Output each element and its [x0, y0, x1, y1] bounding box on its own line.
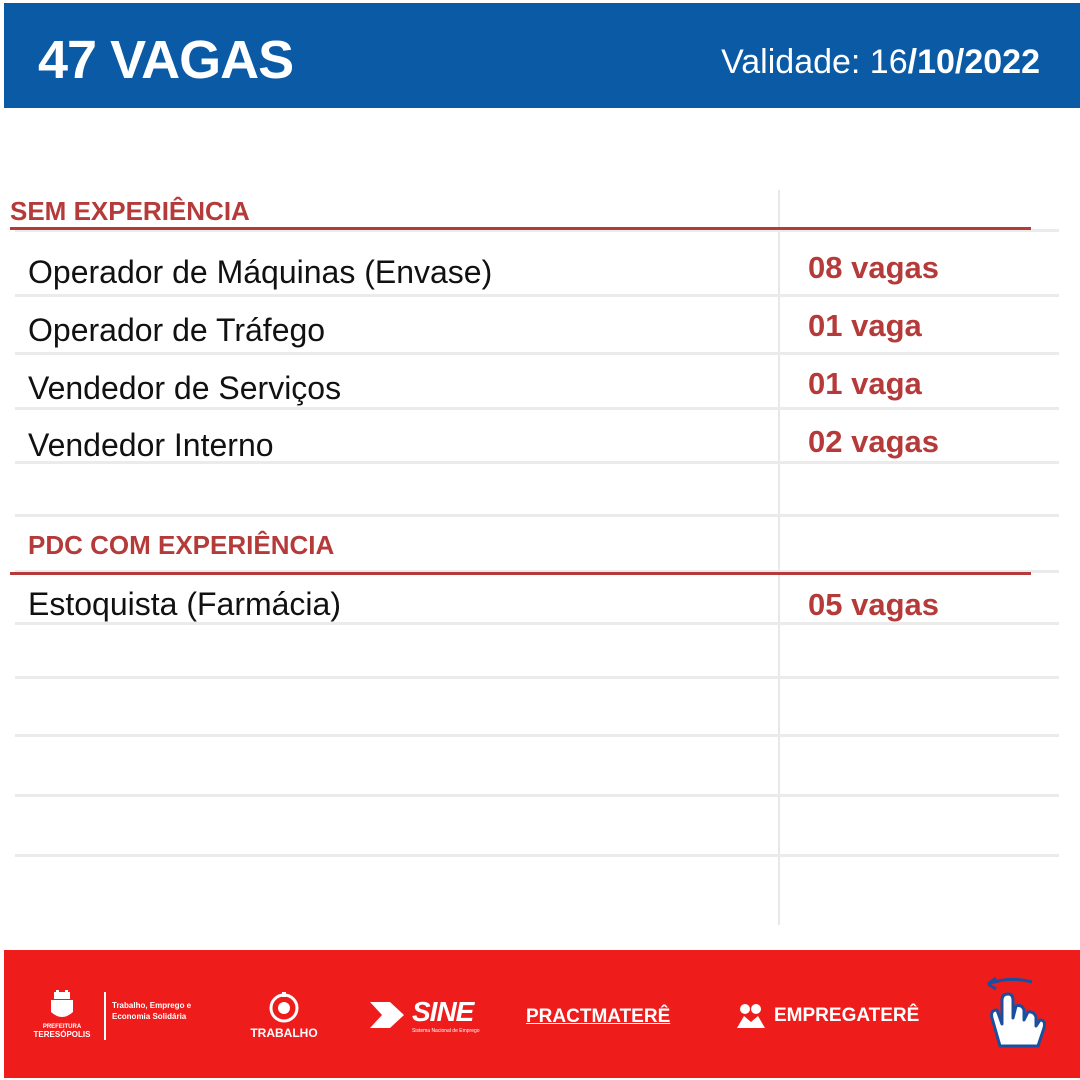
- validity-label: Validade: 16: [721, 43, 908, 81]
- validity-date-value: /10/2022: [907, 43, 1040, 81]
- section-title-sem-experiencia: SEM EXPERIÊNCIA: [10, 196, 250, 226]
- row-divider: [15, 352, 1059, 355]
- header-banner: [4, 3, 1080, 108]
- section-underline: [10, 572, 1031, 575]
- job-openings: 02 vagas: [808, 424, 939, 459]
- row-divider: [15, 294, 1059, 297]
- job-title: Operador de Máquinas (Envase): [28, 254, 493, 290]
- prefeitura-label: PREFEITURA: [42, 1024, 82, 1030]
- row-divider: [15, 676, 1059, 679]
- footer-logos: [4, 950, 1080, 1078]
- swipe-hand-icon[interactable]: [980, 974, 1050, 1054]
- sine-subtitle: Sistema Nacional de Emprego: [412, 1028, 480, 1034]
- job-openings: 08 vagas: [808, 250, 939, 285]
- row-divider: [15, 407, 1059, 410]
- job-title: Estoquista (Farmácia): [28, 586, 341, 622]
- row-divider: [15, 854, 1059, 857]
- empregatere-label: EMPREGATERÊ: [774, 1005, 920, 1026]
- row-divider: [15, 514, 1059, 517]
- job-title: Operador de Tráfego: [28, 312, 326, 348]
- trabalho-logo: [244, 992, 324, 1040]
- prefeitura-logo: [26, 990, 98, 1039]
- people-icon: [734, 1002, 768, 1030]
- validity-date: [721, 43, 1040, 82]
- column-divider: [778, 190, 780, 925]
- job-openings: 05 vagas: [808, 587, 939, 622]
- coat-of-arms-icon: [47, 990, 77, 1022]
- row-divider: [15, 734, 1059, 737]
- row-divider: [15, 794, 1059, 797]
- prefeitura-name: TERESÓPOLIS: [33, 1030, 91, 1039]
- section-title-pdc-com-experiencia: PDC COM EXPERIÊNCIA: [28, 530, 335, 560]
- sine-arrow-icon: [368, 998, 406, 1032]
- job-openings: 01 vaga: [808, 366, 922, 401]
- trabalho-label: TRABALHO: [250, 1026, 318, 1040]
- page-title: 47 VAGAS: [38, 30, 294, 90]
- section-underline: [10, 227, 1031, 230]
- job-title: Vendedor Interno: [28, 427, 274, 463]
- logo-divider: [104, 992, 106, 1040]
- seal-icon: [268, 992, 300, 1024]
- job-title: Vendedor de Serviços: [28, 370, 342, 406]
- secretaria-label: Trabalho, Emprego e Economia Solidária: [112, 1001, 192, 1021]
- practmatere-logo: PRACTMATERÊ: [526, 1006, 671, 1027]
- sine-label: SINE: [412, 996, 474, 1027]
- job-openings: 01 vaga: [808, 308, 922, 343]
